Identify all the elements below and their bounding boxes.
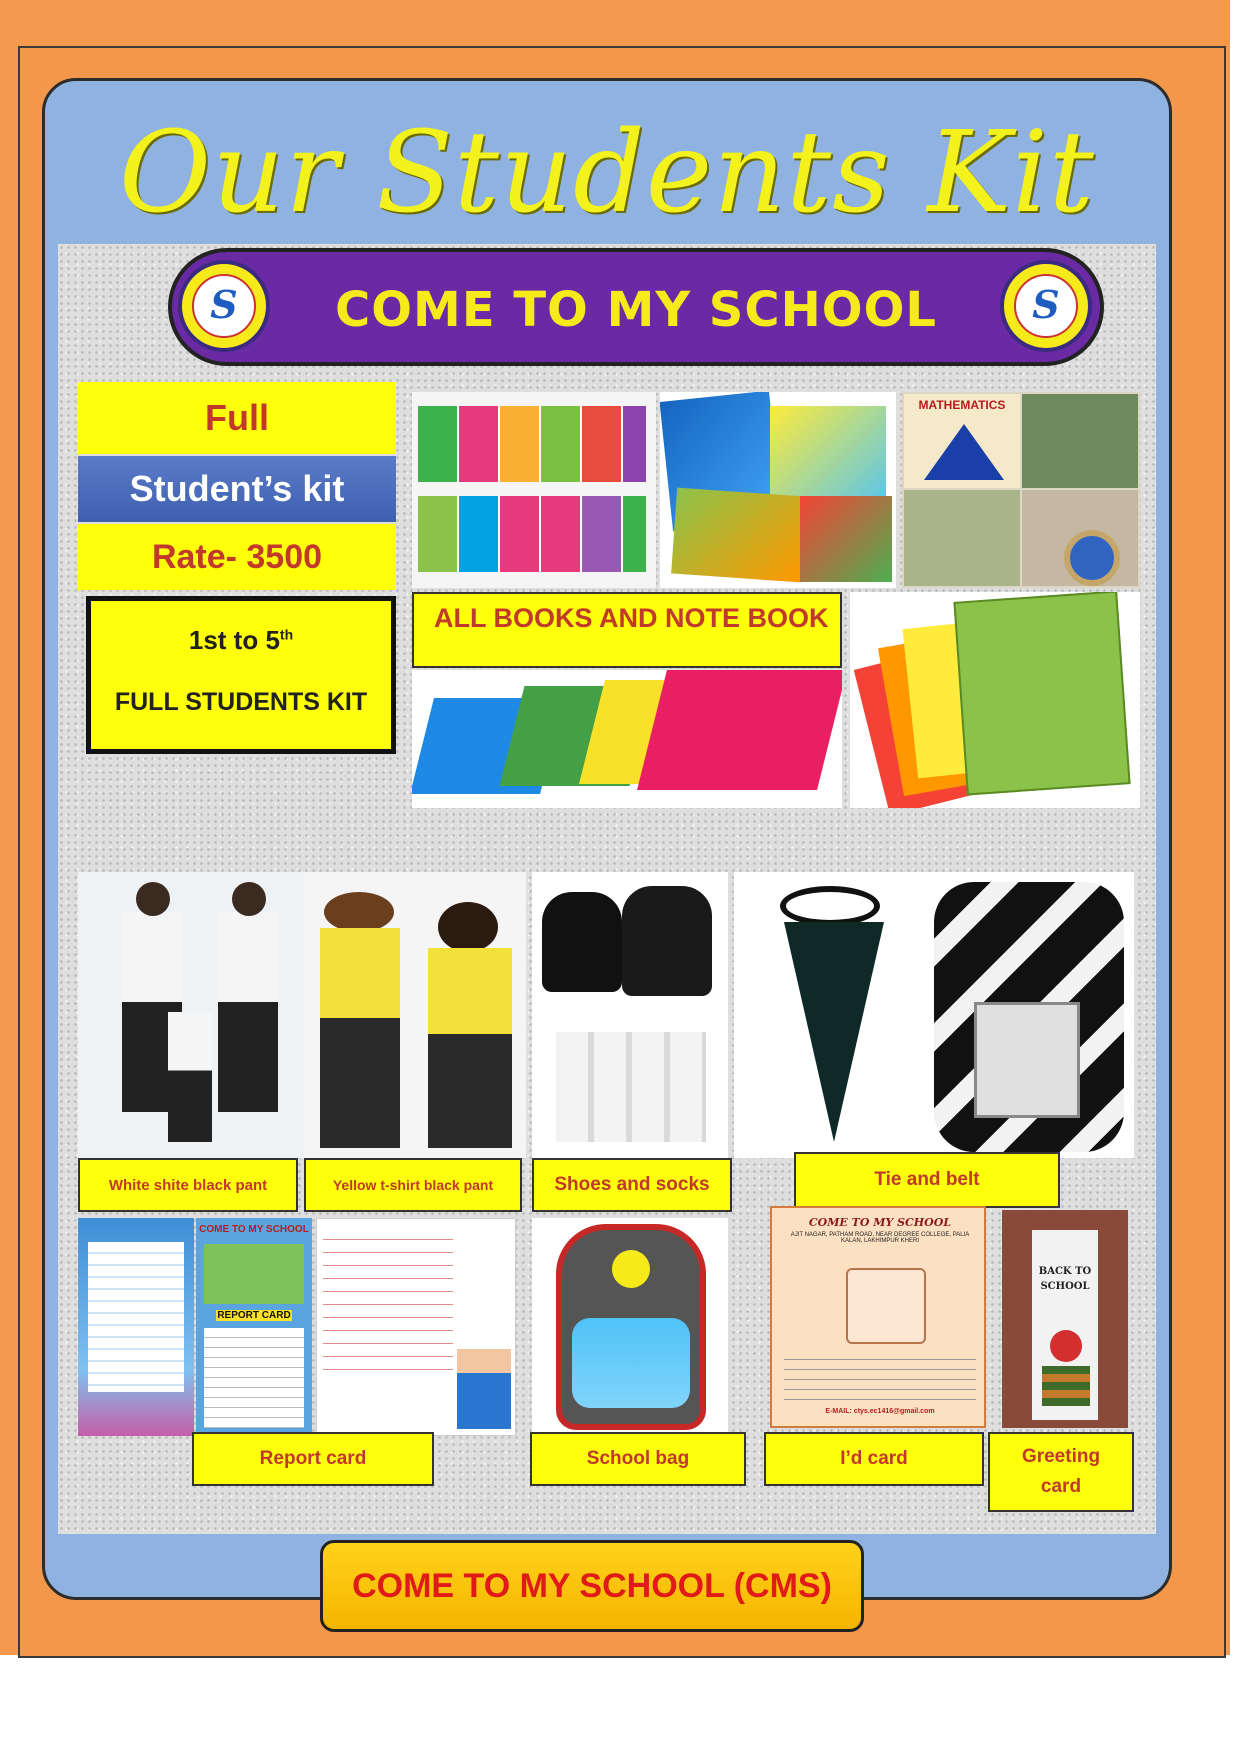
report-card-image-3: [316, 1218, 516, 1436]
footer-label: COME TO MY SCHOOL (CMS): [320, 1540, 864, 1632]
item-label-white-uniform: White shite black pant: [78, 1158, 298, 1212]
report-card-image-1: [78, 1218, 194, 1436]
item-label-school-bag: School bag: [530, 1432, 746, 1486]
school-logo-right: [1000, 260, 1092, 352]
book-cover-title: MATHEMATICS: [918, 398, 1006, 412]
item-label-tie-belt: Tie and belt: [794, 1152, 1060, 1208]
kit-grade-box: [86, 596, 396, 754]
kit-name: FULL STUDENTS KIT: [114, 688, 368, 716]
banner-text: COME TO MY SCHOOL: [335, 282, 937, 338]
school-banner: [168, 248, 1104, 366]
white-uniform-image: [78, 872, 304, 1158]
yellow-uniform-image: [304, 872, 526, 1158]
id-card-image: COME TO MY SCHOOL AJIT NAGAR, PATHAM ROAD, NEAR DEGREE COLLEGE, PALIA KALAN, LAKHIMPUR KHERI E-MAIL: ctys.ec1416@gmail.com: [770, 1206, 986, 1428]
item-label-yellow-uniform: Yellow t-shirt black pant: [304, 1158, 522, 1212]
kit-full-label: Full: [78, 382, 396, 454]
page-title: Our Students Kit: [119, 108, 1095, 238]
school-logo-left: [178, 260, 270, 352]
item-label-greeting-card: Greeting card: [988, 1432, 1134, 1512]
greeting-card-image: BACK TO SCHOOL: [1002, 1210, 1128, 1428]
activity-books-image: [412, 392, 656, 588]
story-books-image: [660, 392, 896, 588]
logo-mark-icon: S: [192, 274, 256, 338]
item-label-report-card: Report card: [192, 1432, 434, 1486]
textbooks-image: [902, 392, 1140, 588]
tie-belt-image: [734, 872, 1134, 1158]
kit-grade-range: 1st to 5th: [188, 625, 294, 655]
books-label: ALL BOOKS AND NOTE BOOK: [412, 592, 842, 668]
exercise-books-image: [850, 592, 1140, 808]
report-card-image-2: COME TO MY SCHOOL REPORT CARD: [196, 1218, 312, 1436]
shoes-socks-image: [532, 872, 728, 1158]
kit-student-label: Student’s kit: [78, 456, 396, 522]
item-label-id-card: I’d card: [764, 1432, 984, 1486]
notebooks-image: [412, 670, 842, 808]
item-label-shoes-socks: Shoes and socks: [532, 1158, 732, 1212]
logo-mark-icon: S: [1014, 274, 1078, 338]
school-bag-image: [532, 1218, 728, 1436]
kit-rate: Rate- 3500: [78, 524, 396, 590]
